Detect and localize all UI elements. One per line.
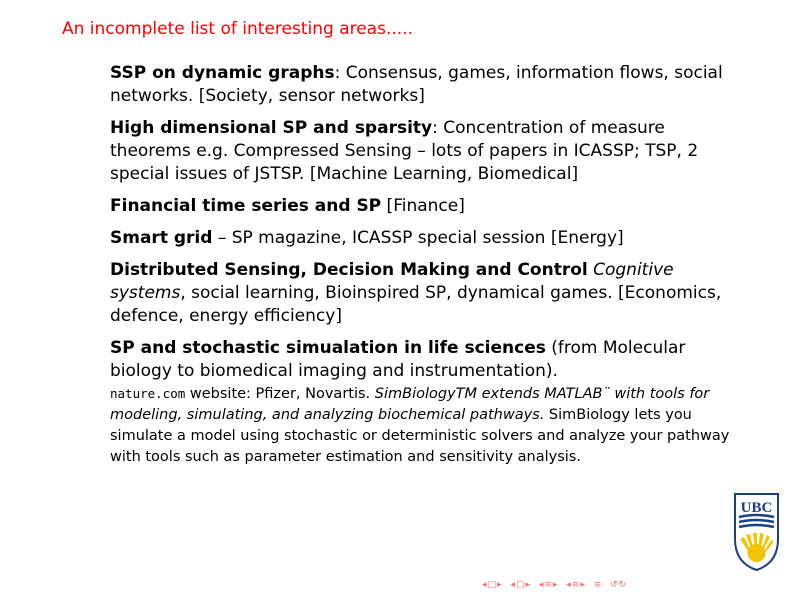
- nav-search-icon[interactable]: ↺↻: [610, 580, 628, 590]
- ubc-logo: [734, 493, 779, 571]
- list-item: [110, 227, 750, 250]
- content-list: [110, 62, 750, 477]
- item-italic: Cognitive systems: [110, 260, 674, 303]
- list-item: [110, 117, 750, 186]
- logo-text: UBC: [740, 500, 773, 516]
- detail-text: website: Pfizer, Novartis.: [185, 386, 375, 402]
- detail-text-2: SimBiology lets you simulate a model using stochastic or deterministic solvers and analyze your pathway with tools such as parameter estimation and sensitivity analysis.: [110, 407, 730, 465]
- nav-section-2-icon[interactable]: ◂≡▸: [566, 580, 586, 590]
- item-heading: Distributed Sensing, Decision Making and Control: [110, 260, 588, 280]
- nav-subsection-icon[interactable]: ◂▢▸: [510, 580, 531, 590]
- item-heading: SP and stochastic simualation in life sciences: [110, 338, 546, 358]
- detail-italic: SimBiologyTM extends MATLAB¨ with tools for modeling, simulating, and analyzing biochemical pathways.: [110, 386, 710, 423]
- item-text: : Concentration of measure theorems e.g. Compressed Sensing – lots of papers in ICASSP; TSP, 2 special issues of JSTSP. [Machine Learning, Biomedical]: [110, 118, 699, 184]
- item-heading: SSP on dynamic graphs: [110, 63, 335, 83]
- item-heading: Financial time series and SP: [110, 196, 382, 216]
- item-heading: Smart grid: [110, 228, 213, 248]
- list-item: [110, 259, 750, 328]
- beamer-navigation: [482, 580, 631, 590]
- list-item: [110, 62, 750, 108]
- item-heading: High dimensional SP and sparsity: [110, 118, 433, 138]
- item-text: [Finance]: [381, 196, 465, 216]
- nav-align-icon[interactable]: ≡: [593, 580, 603, 590]
- item-text: (from Molecular biology to biomedical imaging and instrumentation).: [110, 338, 686, 381]
- item-text: : Consensus, games, information flows, social networks. [Society, sensor networks]: [110, 63, 723, 106]
- item-text: – SP magazine, ICASSP special session [Energy]: [212, 228, 624, 248]
- website-link[interactable]: nature.com: [110, 386, 186, 401]
- nav-section-icon[interactable]: ◂≡▸: [538, 580, 559, 590]
- item-text: , social learning, Bioinspired SP, dynamical games. [Economics, defence, energy efficiency]: [110, 283, 722, 326]
- ubc-logo-icon: [734, 493, 779, 571]
- slide-title: An incomplete list of interesting areas.....: [62, 19, 413, 39]
- item-detail: [110, 383, 750, 468]
- nav-prev-frame-icon[interactable]: ◂□▸: [482, 580, 503, 590]
- list-item: [110, 195, 750, 218]
- list-item: [110, 337, 750, 468]
